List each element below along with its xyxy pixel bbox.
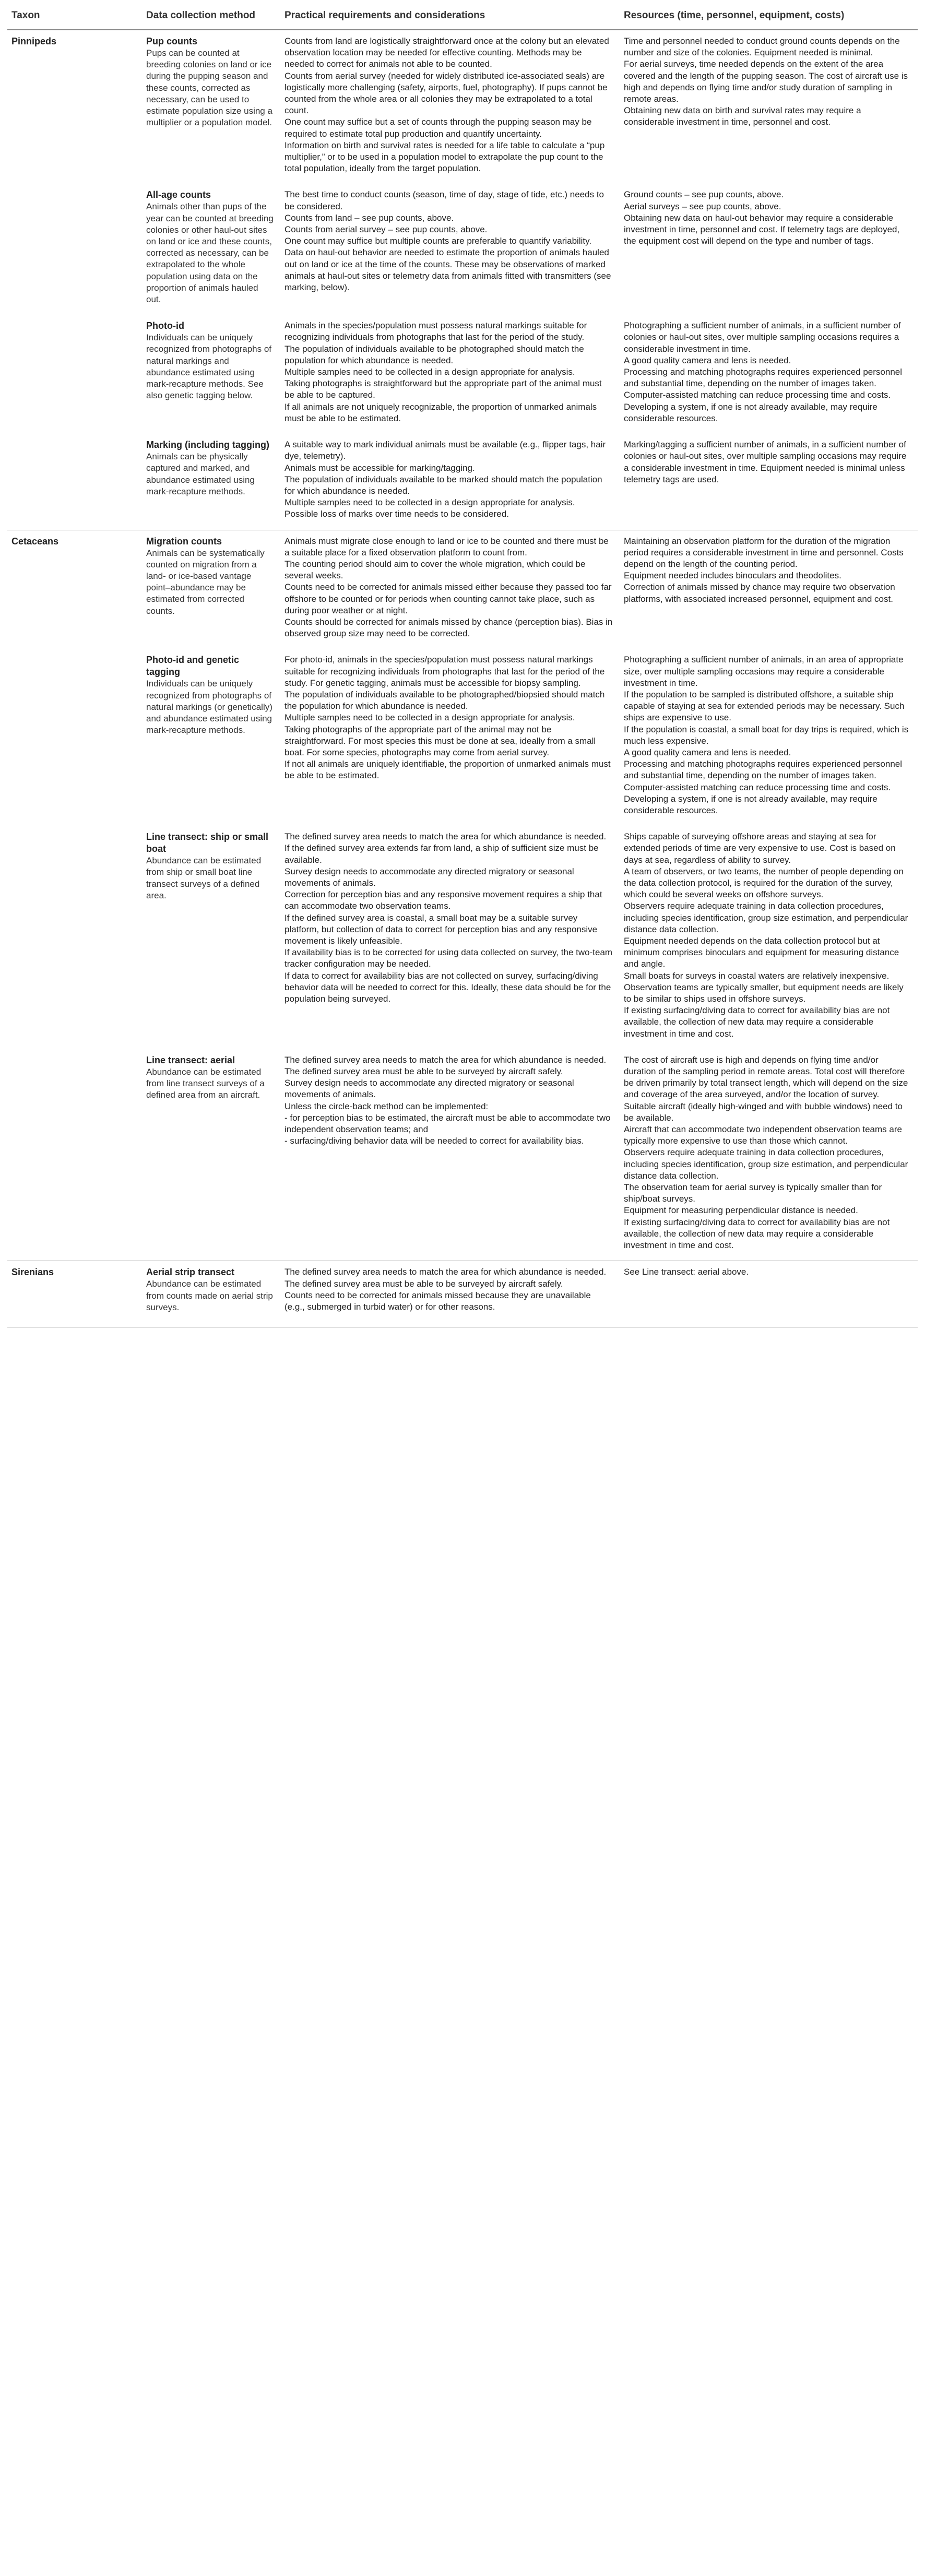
resource-line: Ships capable of surveying offshore areas and staying at sea for extended periods of time are very expensive to use. Cost is based on days at sea, regardless of ability to survey. <box>624 832 896 865</box>
method-description: Abundance can be estimated from ship or small boat line transect surveys of a defined area. <box>146 856 262 900</box>
method-name: Aerial strip transect <box>146 1267 235 1278</box>
resource-line: If the population is coastal, a small boat for day trips is required, which is much less expensive. <box>624 724 909 746</box>
resource-line: Observers require adequate training in data collection procedures, including species identification, group size estimation, and perpendicular distance data collection. <box>624 901 908 934</box>
resource-line: If existing surfacing/diving data to correct for availability bias are not available, the collection of new data may require a considerable investment in time and cost. <box>624 1217 890 1251</box>
resource-line: Equipment needed includes binoculars and theodolites. <box>624 571 841 581</box>
resource-line: A good quality camera and lens is needed. <box>624 355 791 365</box>
resource-line: Equipment for measuring perpendicular distance is needed. <box>624 1205 858 1216</box>
resource-line: Processing and matching photographs requires experienced personnel and substantial time, depending on the number of images taken. <box>624 367 903 389</box>
taxon-cell <box>7 1049 142 1261</box>
requirement-line: The defined survey area needs to match the area for which abundance is needed. <box>284 832 607 842</box>
requirements-cell <box>280 1261 620 1327</box>
method-name: Line transect: ship or small boat <box>146 832 269 854</box>
requirements-cell <box>280 434 620 530</box>
method-cell <box>142 315 280 434</box>
requirement-line: Survey design needs to accommodate any directed migratory or seasonal movements of animals. <box>284 1078 574 1100</box>
table-row <box>7 1261 918 1327</box>
taxon-cell <box>7 30 142 184</box>
resource-line: Observers require adequate training in data collection procedures, including species identification, group size estimation, and perpendicular distance data collection. <box>624 1147 908 1181</box>
resources-cell <box>620 1049 918 1261</box>
taxon-label: Cetaceans <box>11 536 59 547</box>
method-description: Individuals can be uniquely recognized from photographs of natural markings and abundance estimated using mark-recapture methods. See also genetic tagging below. <box>146 333 272 401</box>
requirements-cell <box>280 184 620 315</box>
method-cell <box>142 30 280 184</box>
requirement-line: The best time to conduct counts (season, time of day, stage of tide, etc.) needs to be considered. <box>284 189 604 211</box>
method-description: Animals can be systematically counted on migration from a land- or ice-based vantage point–abundance may be estimated from corrected counts. <box>146 548 265 616</box>
resources-cell <box>620 649 918 826</box>
resource-line: A good quality camera and lens is needed. <box>624 747 791 757</box>
requirement-line: One count may suffice but multiple counts are preferable to quantify variability. <box>284 236 592 246</box>
header-method: Data collection method <box>142 4 280 30</box>
taxon-cell <box>7 434 142 530</box>
resource-line: A team of observers, or two teams, the number of people depending on the data collection protocol, is required for the duration of the survey, which could be several weeks on offshore surveys. <box>624 866 904 900</box>
resource-line: Aerial surveys – see pup counts, above. <box>624 201 781 211</box>
requirement-line: - for perception bias to be estimated, the aircraft must be able to accommodate two independent observation teams; and <box>284 1112 611 1135</box>
requirement-line: The counting period should aim to cover the whole migration, which could be several weeks. <box>284 559 586 581</box>
resource-line: For aerial surveys, time needed depends on the extent of the area covered and the length of the pupping season. The cost of aircraft use is high and depends on flying time and/or study duration of sampling in remote areas. <box>624 59 908 104</box>
resource-line: Marking/tagging a sufficient number of animals, in a sufficient number of colonies or haul-out sites, over multiple sampling occasions may require a considerable investment in time. Equipment needed is minimal unless telemetry tags are used. <box>624 440 907 484</box>
requirements-cell <box>280 315 620 434</box>
requirement-line: Counts from land are logistically straightforward once at the colony but an elevated observation location may be needed for effective counting. Methods may be needed to correct for animals not able to be counted. <box>284 36 609 69</box>
method-cell <box>142 434 280 530</box>
header-resources: Resources (time, personnel, equipment, costs) <box>620 4 918 30</box>
method-cell <box>142 649 280 826</box>
requirement-line: A suitable way to mark individual animals must be available (e.g., flipper tags, hair dye, telemetry). <box>284 440 606 461</box>
header-requirements: Practical requirements and considerations <box>280 4 620 30</box>
requirement-line: If not all animals are uniquely identifiable, the proportion of unmarked animals must be able to be estimated. <box>284 759 611 781</box>
resource-line: Computer-assisted matching can reduce processing time and costs. Developing a system, if one is not already available, may require considerable resources. <box>624 782 891 815</box>
requirement-line: The population of individuals available to be photographed/biopsied should match the population for which abundance is needed. <box>284 689 605 711</box>
requirement-line: If all animals are not uniquely recognizable, the proportion of unmarked animals must be able to be estimated. <box>284 401 597 423</box>
requirements-cell <box>280 30 620 184</box>
method-description: Animals can be physically captured and marked, and abundance estimated using mark-recapture methods. <box>146 452 255 496</box>
resource-line: Computer-assisted matching can reduce processing time and costs. Developing a system, if one is not already available, may require considerable resources. <box>624 390 891 423</box>
resource-line: Ground counts – see pup counts, above. <box>624 189 784 200</box>
table-row <box>7 184 918 315</box>
taxon-cell <box>7 1261 142 1327</box>
method-description: Animals other than pups of the year can be counted at breeding colonies or other haul-out sites on land or ice and these counts, corrected as necessary, can be extrapolated to the whole population using data on the proportion of animals hauled out. <box>146 201 274 305</box>
requirements-cell <box>280 1049 620 1261</box>
requirement-line: Information on birth and survival rates is needed for a life table to calculate a “pup multiplier,” or to be used in a population model to extrapolate the pup count to the total population, ideally from the target population. <box>284 140 605 174</box>
requirement-line: Counts need to be corrected for animals missed either because they passed too far offshore to be counted or for periods when counting cannot take place, such as during poor weather or at night. <box>284 582 612 615</box>
taxon-cell <box>7 826 142 1049</box>
requirement-line: The defined survey area must be able to be surveyed by aircraft safely. <box>284 1278 563 1289</box>
requirement-line: For photo-id, animals in the species/population must possess natural markings suitable for recognizing individuals from photographs that last for the period of the study. For genetic tagging, animals must be accessible for biopsy sampling. <box>284 655 605 688</box>
resource-line: The observation team for aerial survey is typically smaller than for ship/boat surveys. <box>624 1182 882 1204</box>
method-description: Pups can be counted at breeding colonies on land or ice during the pupping season and these counts, corrected as necessary, can be used to estimate population size using a multiplier or a population model. <box>146 48 272 128</box>
requirement-line: Survey design needs to accommodate any directed migratory or seasonal movements of animals. <box>284 866 574 888</box>
taxon-cell <box>7 184 142 315</box>
requirement-line: Multiple samples need to be collected in a design appropriate for analysis. <box>284 497 575 508</box>
resources-cell <box>620 184 918 315</box>
resource-line: Processing and matching photographs requires experienced personnel and substantial time, depending on the number of images taken. <box>624 759 903 781</box>
requirement-line: Animals must migrate close enough to land or ice to be counted and there must be a suitable place for a fixed observation platform to count from. <box>284 536 609 557</box>
requirement-line: Unless the circle-back method can be implemented: <box>284 1101 489 1111</box>
requirement-line: Data on haul-out behavior are needed to estimate the proportion of animals hauled out on land or ice at the time of the counts. These may be observations of marked animals at haul-out sites or telemetry data from animals fitted with transmitters (see marking, below). <box>284 247 611 293</box>
resources-cell <box>620 315 918 434</box>
requirement-line: Multiple samples need to be collected in a design appropriate for analysis. <box>284 367 575 377</box>
method-description: Abundance can be estimated from counts made on aerial strip surveys. <box>146 1279 273 1312</box>
resource-line: Suitable aircraft (ideally high-winged and with bubble windows) need to be available. <box>624 1101 903 1123</box>
taxon-label: Sirenians <box>11 1267 54 1278</box>
table-row <box>7 315 918 434</box>
method-cell <box>142 530 280 649</box>
requirement-line: Counts should be corrected for animals missed by chance (perception bias). Bias in observed group size may need to be corrected. <box>284 616 613 639</box>
resource-line: Aircraft that can accommodate two independent observation teams are typically more expensive to use than those which cannot. <box>624 1124 902 1146</box>
method-name: Marking (including tagging) <box>146 440 269 450</box>
header-row <box>7 4 918 30</box>
method-name: Migration counts <box>146 536 222 547</box>
requirements-cell <box>280 649 620 826</box>
method-description: Abundance can be estimated from line transect surveys of a defined area from an aircraft. <box>146 1066 265 1100</box>
resources-cell <box>620 826 918 1049</box>
method-name: Pup counts <box>146 36 197 46</box>
requirement-line: The defined survey area needs to match the area for which abundance is needed. <box>284 1267 607 1277</box>
taxon-cell <box>7 530 142 649</box>
resources-cell <box>620 434 918 530</box>
method-name: Line transect: aerial <box>146 1054 235 1065</box>
table-row <box>7 1049 918 1261</box>
requirement-line: Multiple samples need to be collected in a design appropriate for analysis. <box>284 713 575 723</box>
requirement-line: If availability bias is to be corrected for using data collected on survey, the two-team tracker configuration may be needed. <box>284 947 613 969</box>
header-taxon: Taxon <box>7 4 142 30</box>
requirement-line: Taking photographs is straightforward but the appropriate part of the animal must be able to be captured. <box>284 378 602 400</box>
resource-line: If existing surfacing/diving data to correct for availability bias are not available, the collection of new data may require a considerable investment in time and cost. <box>624 1005 890 1039</box>
requirement-line: The defined survey area needs to match the area for which abundance is needed. <box>284 1054 607 1065</box>
requirement-line: Correction for perception bias and any responsive movement requires a ship that can accommodate two observation teams. <box>284 889 602 911</box>
requirement-line: One count may suffice but a set of counts through the pupping season may be required to estimate total pup production and quantify uncertainty. <box>284 117 592 139</box>
method-name: Photo-id <box>146 320 184 331</box>
requirement-line: The population of individuals available to be marked should match the population for which abundance is needed. <box>284 474 602 496</box>
method-description: Individuals can be uniquely recognized from photographs of natural markings (or genetically) and abundance estimated using mark-recapture methods. <box>146 679 272 735</box>
method-cell <box>142 1261 280 1327</box>
requirement-line: Animals in the species/population must possess natural markings suitable for recognizing individuals from photographs that last for the period of the study. <box>284 320 587 342</box>
resource-line: See Line transect: aerial above. <box>624 1267 749 1277</box>
requirement-line: Taking photographs of the appropriate part of the animal may not be straightforward. For most species this must be done at sea, ideally from a small boat. For some species, photographs may come from aerial survey. <box>284 724 596 757</box>
taxon-label: Pinnipeds <box>11 36 57 46</box>
requirement-line: Counts need to be corrected for animals missed because they are unavailable (e.g., submerged in turbid water) or for other reasons. <box>284 1290 591 1312</box>
requirement-line: - surfacing/diving behavior data will be needed to correct for availability bias. <box>284 1136 584 1146</box>
requirement-line: Counts from aerial survey – see pup counts, above. <box>284 224 488 235</box>
taxon-cell <box>7 315 142 434</box>
resources-cell <box>620 530 918 649</box>
requirement-line: If the defined survey area extends far from land, a ship of sufficient size must be available. <box>284 843 599 865</box>
method-name: All-age counts <box>146 189 211 200</box>
resource-line: Photographing a sufficient number of animals, in an area of appropriate size, over multiple sampling occasions may require a considerable investment in time. <box>624 655 904 688</box>
table-row <box>7 434 918 530</box>
resource-line: Maintaining an observation platform for the duration of the migration period requires a considerable investment in time and personnel. Costs depend on the length of the counting period. <box>624 536 904 569</box>
requirement-line: Animals must be accessible for marking/tagging. <box>284 462 475 473</box>
resources-cell <box>620 1261 918 1327</box>
requirement-line: Counts from aerial survey (needed for widely distributed ice-associated seals) are logistically more challenging (safety, airports, fuel, photography). If pups cannot be counted from the whole area or all colonies they may be extrapolated to a total count. <box>284 70 608 116</box>
table-row <box>7 530 918 649</box>
requirement-line: If data to correct for availability bias are not collected on survey, surfacing/diving behavior data will be needed to correct for this. Ideally, these data should be for the population being surveyed. <box>284 970 611 1004</box>
taxon-cell <box>7 649 142 826</box>
method-cell <box>142 1049 280 1261</box>
requirement-line: The population of individuals available to be photographed should match the population for which abundance is needed. <box>284 343 584 365</box>
requirement-line: The defined survey area must be able to be surveyed by aircraft safely. <box>284 1066 563 1077</box>
requirement-line: If the defined survey area is coastal, a small boat may be a suitable survey platform, but collection of data to correct for perception bias and any responsive movement is likely unfeasible. <box>284 912 598 946</box>
resources-cell <box>620 30 918 184</box>
requirements-cell <box>280 826 620 1049</box>
table-body <box>7 30 918 1327</box>
resource-line: Obtaining new data on haul-out behavior may require a considerable investment in time, personnel and cost. If telemetry tags are deployed, the equipment cost will depend on the type and number of tags. <box>624 212 900 246</box>
requirement-line: Counts from land – see pup counts, above. <box>284 212 454 223</box>
method-cell <box>142 184 280 315</box>
requirements-cell <box>280 530 620 649</box>
resource-line: Time and personnel needed to conduct ground counts depends on the number and size of the colonies. Equipment needed is minimal. <box>624 36 900 58</box>
requirement-line: Possible loss of marks over time needs to be considered. <box>284 509 509 519</box>
resource-line: If the population to be sampled is distributed offshore, a suitable ship capable of staying at sea for extended periods may be necessary. Such ships are expensive to use. <box>624 689 905 723</box>
resource-line: Photographing a sufficient number of animals, in a sufficient number of colonies or haul-out sites, over multiple sampling occasions requires a considerable investment in time. <box>624 320 901 354</box>
methods-table <box>7 4 918 1327</box>
table-row <box>7 826 918 1049</box>
resource-line: Equipment needed depends on the data collection protocol but at minimum comprises binoculars and equipment for measuring distance and angle. <box>624 936 899 969</box>
resource-line: Obtaining new data on birth and survival rates may require a considerable investment in time, personnel and cost. <box>624 105 861 127</box>
table-row <box>7 649 918 826</box>
resource-line: The cost of aircraft use is high and depends on flying time and/or duration of the sampling period in remote areas. Total cost will therefore be driven primarily by total transect length, which will depend on the size and coverage of the area surveyed, and/or the location of survey. <box>624 1054 908 1100</box>
method-cell <box>142 826 280 1049</box>
resource-line: Correction of animals missed by chance may require two observation platforms, with associated increased personnel, equipment and cost. <box>624 582 895 604</box>
table-row <box>7 30 918 184</box>
method-name: Photo-id and genetic tagging <box>146 655 239 678</box>
resource-line: Small boats for surveys in coastal waters are relatively inexpensive. Observation teams are typically smaller, but equipment needs are likely to be similar to ships used in offshore surveys. <box>624 970 904 1004</box>
